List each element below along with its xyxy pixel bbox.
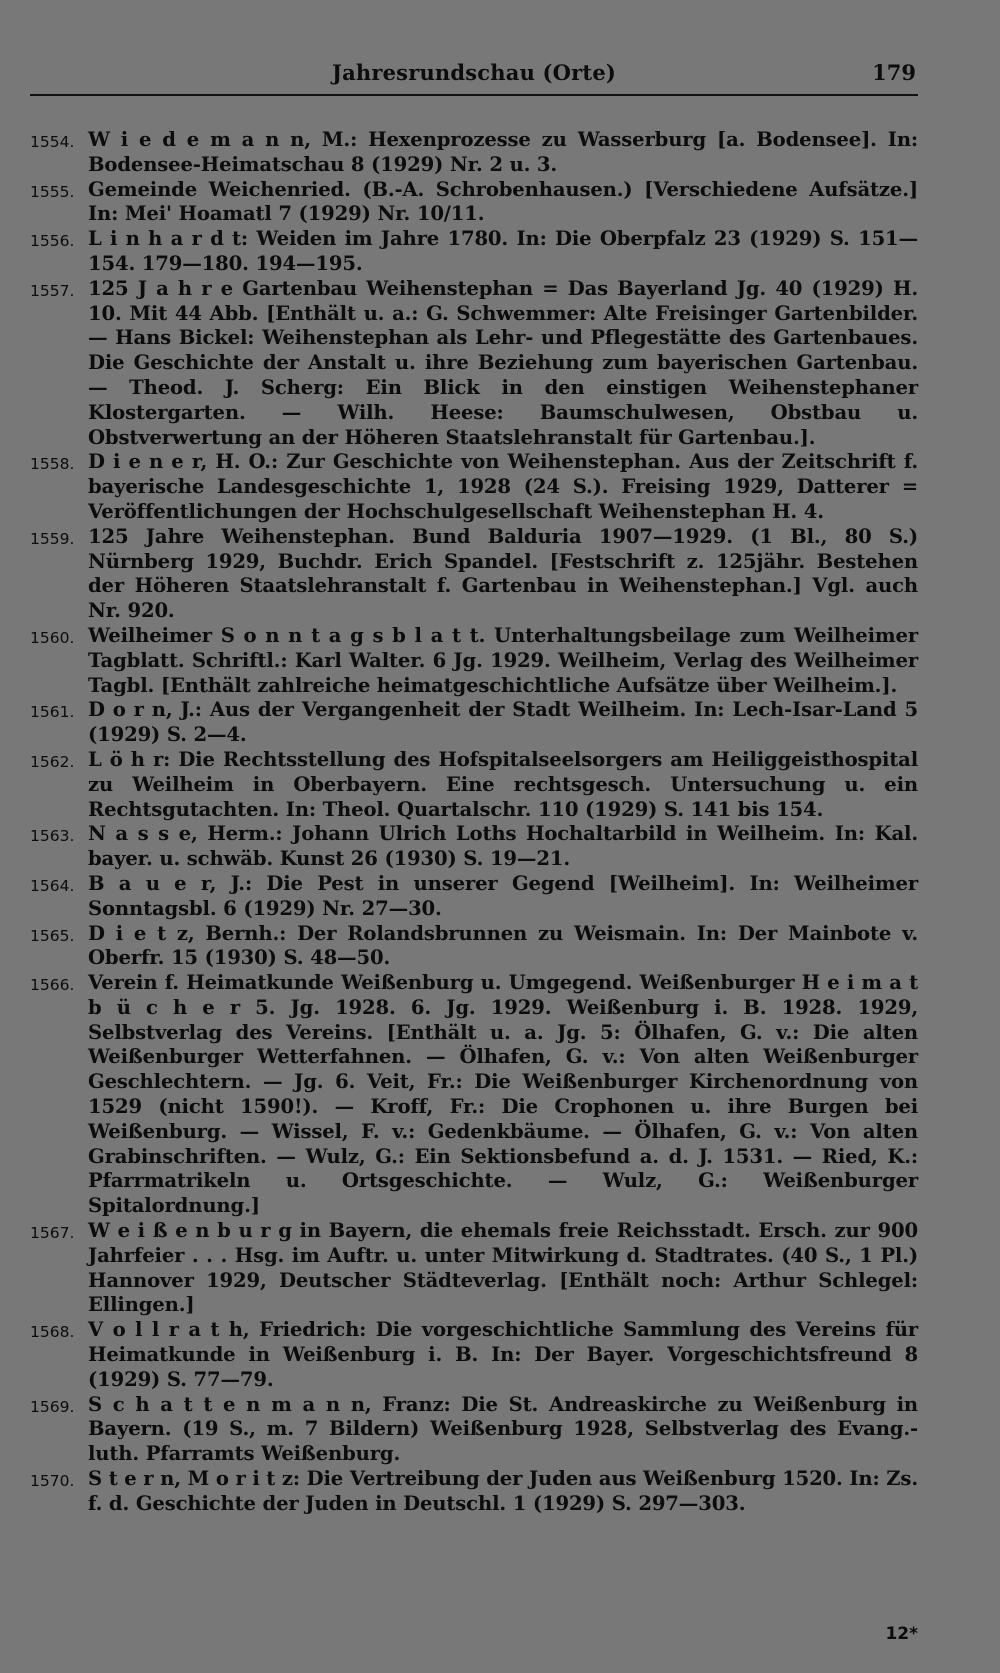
entry-number: 1561. — [30, 703, 75, 722]
entry-1564 — [30, 872, 918, 922]
entry-number: 1557. — [30, 281, 75, 300]
page-number: 179 — [872, 60, 916, 85]
page-header — [30, 58, 918, 96]
entry-text: N a s s e, Herm.: Johann Ulrich Loths Hochaltarbild in Weilheim. In: Kal. bayer. u. schwäb. Kunst 26 (1930) S. 19—21. — [88, 822, 918, 871]
entry-number: 1562. — [30, 752, 75, 771]
entry-1555 — [30, 178, 918, 228]
entry-number: 1568. — [30, 1323, 75, 1342]
entry-number: 1563. — [30, 827, 75, 846]
entry-number: 1558. — [30, 455, 75, 474]
running-title: Jahresrundschau (Orte) — [331, 60, 617, 85]
entry-text: D o r n, J.: Aus der Vergangenheit der Stadt Weilheim. In: Lech-Isar-Land 5 (1929) S. 2—4. — [88, 698, 918, 747]
entry-text: W e i ß e n b u r g in Bayern, die ehemals freie Reichsstadt. Ersch. zur 900 Jahrfeier . . . Hsg. im Auftr. u. unter Mitwirkung d. Stadtrates. (40 S., 1 Pl.) Hannover 1929, Deutscher Städteverlag. [Enthält noch: Arthur Schlegel: Ellingen.] — [88, 1219, 918, 1317]
entry-1562 — [30, 748, 918, 822]
entry-text: W i e d e m a n n, M.: Hexenprozesse zu Wasserburg [a. Bodensee]. In: Bodensee-Heimatschau 8 (1929) Nr. 2 u. 3. — [88, 128, 918, 176]
entry-1563 — [30, 822, 918, 872]
entry-1557 — [30, 277, 918, 451]
entry-number: 1555. — [30, 182, 75, 201]
entry-1567 — [30, 1219, 918, 1318]
entry-text: L ö h r: Die Rechtsstellung des Hofspitalseelsorgers am Heiliggeisthospital zu Weilheim in Oberbayern. Eine rechtsgesch. Untersuchung u. ein Rechtsgutachten. In: Theol. Quartalschr. 110 (1929) S. 141 bis 154. — [88, 747, 918, 821]
entry-number: 1569. — [30, 1397, 75, 1416]
entry-text: 125 Jahre Weihenstephan. Bund Balduria 1907—1929. (1 Bl., 80 S.) Nürnberg 1929, Buchdr. Erich Spandel. [Festschrift z. 125jähr. Bestehen der Höheren Staatslehranstalt f. Gartenbau in Weihenstephan.] Vgl. auch Nr. 920. — [88, 524, 918, 623]
entry-1568 — [30, 1318, 918, 1392]
entry-text: D i e t z, Bernh.: Der Rolandsbrunnen zu Weismain. In: Der Mainbote v. Oberfr. 15 (1930) S. 48—50. — [88, 921, 918, 970]
signature-mark: 12* — [885, 1624, 918, 1644]
entry-number: 1567. — [30, 1224, 75, 1243]
entry-text: Gemeinde Weichenried. (B.-A. Schrobenhausen.) [Verschiedene Aufsätze.] In: Mei' Hoamatl 7 (1929) Nr. 10/11. — [88, 177, 918, 226]
entry-number: 1556. — [30, 232, 75, 251]
entry-text: L i n h a r d t: Weiden im Jahre 1780. In: Die Oberpfalz 23 (1929) S. 151—154. 179—180. 194—195. — [88, 227, 918, 275]
entry-1566 — [30, 971, 918, 1219]
entry-1565 — [30, 922, 918, 972]
entry-1559 — [30, 525, 918, 624]
entry-1570 — [30, 1467, 918, 1517]
entry-1558 — [30, 450, 918, 524]
entry-number: 1559. — [30, 529, 75, 548]
bibliography-list — [30, 128, 918, 1517]
entry-text: 125 J a h r e Gartenbau Weihenstephan = Das Bayerland Jg. 40 (1929) H. 10. Mit 44 Abb. [Enthält u. a.: G. Schwemmer: Alte Freisinger Gartenbilder. — Hans Bickel: Weihenstephan als Lehr- und Pflegestätte des Gartenbaues. Die Geschichte der Anstalt u. ihre Beziehung zum bayerischen Gartenbau. — Theod. J. Scherg: Ein Blick in den einstigen Weihenstephaner Klostergarten. — Wilh. Heese: Baumschulwesen, Obstbau u. Obstverwertung an der Höheren Staatslehranstalt für Gartenbau.]. — [88, 276, 918, 449]
entry-number: 1560. — [30, 628, 75, 647]
entry-text: D i e n e r, H. O.: Zur Geschichte von Weihenstephan. Aus der Zeitschrift f. bayerische Landesgeschichte 1, 1928 (24 S.). Freising 1929, Datterer = Veröffentlichungen der Hochschulgesellschaft Weihenstephan H. 4. — [88, 450, 918, 523]
entry-text: B a u e r, J.: Die Pest in unserer Gegend [Weilheim]. In: Weilheimer Sonntagsbl. 6 (1929) Nr. 27—30. — [88, 871, 918, 920]
entry-number: 1566. — [30, 976, 75, 995]
entry-text: V o l l r a t h, Friedrich: Die vorgeschichtliche Sammlung des Vereins für Heimatkunde in Weißenburg i. B. In: Der Bayer. Vorgeschichtsfreund 8 (1929) S. 77—79. — [88, 1318, 918, 1391]
entry-1554 — [30, 128, 918, 178]
entry-number: 1570. — [30, 1472, 75, 1491]
entry-number: 1554. — [30, 133, 75, 151]
entry-1556 — [30, 227, 918, 277]
entry-text: Verein f. Heimatkunde Weißenburg u. Umgegend. Weißenburger H e i m a t b ü c h e r 5. Jg. 1928. 6. Jg. 1929. Weißenburg i. B. 1928. 1929, Selbstverlag des Vereins. [Enthält u. a. Jg. 5: Ölhafen, G. v.: Die alten Weißenburger Wetterfahnen. — Ölhafen, G. v.: Von alten Weißenburger Geschlechtern. — Jg. 6. Veit, Fr.: Die Weißenburger Kirchenordnung von 1529 (nicht 1590!). — Kroff, Fr.: Die Crophonen u. ihre Burgen bei Weißenburg. — Wissel, F. v.: Gedenkbäume. — Ölhafen, G. v.: Von alten Grabinschriften. — Wulz, G.: Ein Sektionsbefund a. d. J. 1531. — Ried, K.: Pfarrmatrikeln u. Ortsgeschichte. — Wulz, G.: Weißenburger Spitalordnung.] — [88, 971, 918, 1218]
entry-text: S c h a t t e n m a n n, Franz: Die St. Andreaskirche zu Weißenburg in Bayern. (19 S., m. 7 Bildern) Weißenburg 1928, Selbstverlag des Evang.-luth. Pfarramts Weißenburg. — [88, 1392, 918, 1466]
entry-1569 — [30, 1393, 918, 1467]
entry-text: Weilheimer S o n n t a g s b l a t t. Unterhaltungsbeilage zum Weilheimer Tagblatt. Schriftl.: Karl Walter. 6 Jg. 1929. Weilheim, Verlag des Weilheimer Tagbl. [Enthält zahlreiche heimatgeschichtliche Aufsätze über Weilheim.]. — [88, 623, 918, 697]
entry-1561 — [30, 698, 918, 748]
entry-number: 1565. — [30, 926, 75, 945]
entry-text: S t e r n, M o r i t z: Die Vertreibung der Juden aus Weißenburg 1520. In: Zs. f. d. Geschichte der Juden in Deutschl. 1 (1929) S. 297—303. — [88, 1467, 918, 1515]
entry-number: 1564. — [30, 876, 75, 895]
entry-1560 — [30, 624, 918, 698]
